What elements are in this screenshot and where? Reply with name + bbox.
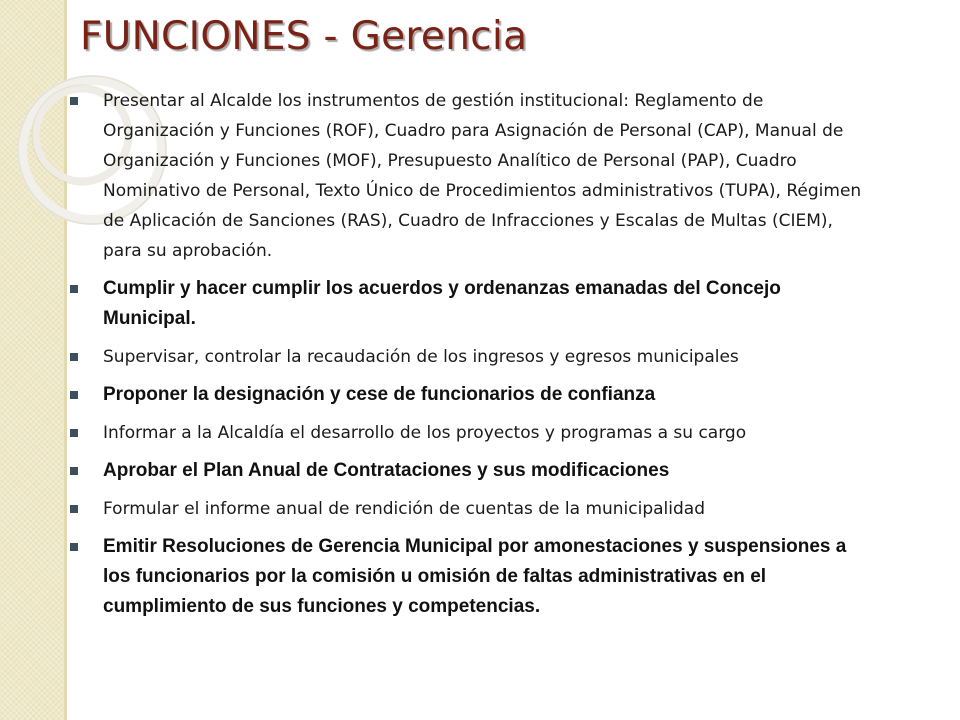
square-bullet-icon	[70, 97, 78, 105]
bullet-item	[68, 494, 876, 524]
bullet-item	[68, 86, 876, 266]
bullet-text: Cumplir y hacer cumplir los acuerdos y ordenanzas emanadas del Concejo Municipal.	[103, 278, 781, 329]
square-bullet-icon	[70, 543, 78, 551]
bullet-text: Aprobar el Plan Anual de Contrataciones y sus modificaciones	[103, 460, 670, 481]
square-bullet-icon	[70, 353, 78, 361]
square-bullet-icon	[70, 285, 78, 293]
bullet-item	[68, 342, 876, 372]
bullet-text: Proponer la designación y cese de funcionarios de confianza	[103, 384, 656, 405]
bullet-text: Formular el informe anual de rendición de cuentas de la municipalidad	[103, 499, 705, 519]
square-bullet-icon	[70, 467, 78, 475]
bullet-text: Informar a la Alcaldía el desarrollo de los proyectos y programas a su cargo	[103, 423, 747, 443]
bullet-item	[68, 274, 876, 334]
bullet-text: Presentar al Alcalde los instrumentos de gestión institucional: Reglamento de Organización y Funciones (ROF), Cuadro para Asignación de Personal (CAP), Manual de Organización y Funciones (MOF), Presupuesto Analítico de Personal (PAP), Cuadro Nominativo de Personal, Texto Único de Procedimientos administrativos (TUPA), Régimen de Aplicación de Sanciones (RAS), Cuadro de Infracciones y Escalas de Multas (CIEM), para su aprobación.	[103, 91, 862, 261]
bullet-item	[68, 418, 876, 448]
bullet-item	[68, 380, 876, 410]
bullet-item	[68, 532, 876, 622]
side-band-edge	[64, 0, 67, 720]
bullet-list	[68, 86, 876, 622]
square-bullet-icon	[70, 429, 78, 437]
bullet-text: Supervisar, controlar la recaudación de los ingresos y egresos municipales	[103, 347, 739, 367]
bullet-text: Emitir Resoluciones de Gerencia Municipal por amonestaciones y suspensiones a los funcionarios por la comisión u omisión de faltas administrativas en el cumplimiento de sus funciones y competencias.	[103, 536, 847, 617]
slide-content	[68, 86, 876, 630]
bullet-item	[68, 456, 876, 486]
square-bullet-icon	[70, 505, 78, 513]
square-bullet-icon	[70, 391, 78, 399]
slide-title: FUNCIONES - Gerencia	[80, 14, 528, 59]
decorative-side-band	[0, 0, 64, 720]
